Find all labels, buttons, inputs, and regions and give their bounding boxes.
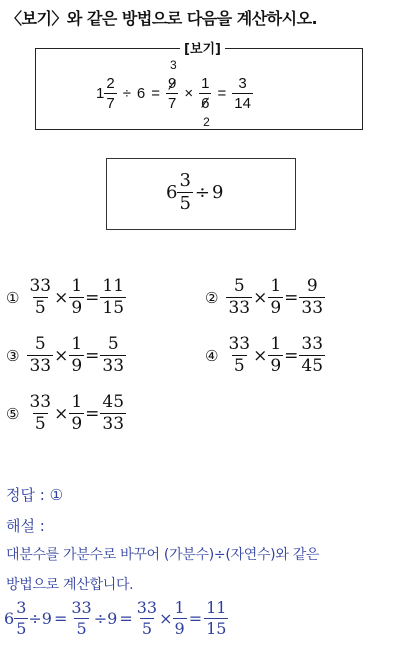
equals-sign: = [284, 345, 299, 366]
divide-sign: ÷ [93, 609, 108, 628]
question-text: 〈보기〉와 같은 방법으로 다음을 계산하시오. [6, 9, 318, 28]
choice-2[interactable]: ② $\frac{5}{33}$ × $\frac{1}{9}$ = $\frac{9}{33}$ [205, 276, 324, 318]
times-sign: × [54, 345, 69, 366]
problem-divisor: 9 [212, 182, 224, 203]
improper-fraction: 3 9 7 [168, 57, 177, 112]
choice-marker: ① [6, 288, 20, 307]
equals-sign: = [284, 287, 299, 308]
equals-sign: = [188, 609, 203, 628]
choice-marker: ③ [6, 346, 20, 365]
choice-4[interactable]: ④ $\frac{33}{5}$ × $\frac{1}{9}$ = $\frac{33}{45}$ [205, 334, 324, 376]
problem-fraction: $\frac{3}{5}$ [179, 170, 191, 214]
equals-sign: = [85, 287, 100, 308]
equals-sign: = [119, 609, 133, 628]
answer-value: ① [49, 486, 64, 504]
choice-1[interactable]: ① $\frac{33}{5}$ × $\frac{1}{9}$ = $\frac{11}{15}$ [6, 276, 125, 318]
equals-sign: = [85, 403, 100, 424]
times-sign: × [159, 609, 173, 628]
choice-marker: ④ [205, 346, 219, 365]
equals-sign: = [85, 345, 100, 366]
divide-sign: ÷ [122, 84, 131, 102]
divide-sign: ÷ [194, 182, 210, 203]
mixed-whole: 1 [96, 84, 105, 102]
times-sign: × [184, 84, 194, 102]
solution-calculation: 6 $\frac{3}{5}$ ÷ 9 = $\frac{33}{5}$ ÷ 9 = $\frac{33}{5}$ × $\frac{1}{9}$ = $\frac{11}{15}$ [4, 598, 227, 638]
reciprocal-fraction: 1 6 2 [201, 74, 210, 129]
divisor: 6 [136, 84, 146, 102]
mixed-fraction: $\frac{2}{7}$ [106, 74, 115, 112]
choice-marker: ⑤ [6, 404, 20, 423]
times-sign: × [54, 403, 69, 424]
reduced-denominator: 2 [203, 114, 210, 129]
example-title: [보기] [180, 38, 225, 57]
times-sign: × [253, 345, 268, 366]
reduced-numerator: 3 [170, 57, 177, 72]
equals-sign: = [151, 84, 161, 102]
solution-label: 해설 : [6, 517, 45, 535]
problem-expression [166, 172, 223, 213]
choice-3[interactable]: ③ $\frac{5}{33}$ × $\frac{1}{9}$ = $\frac{5}{33}$ [6, 334, 125, 376]
choice-5[interactable]: ⑤ $\frac{33}{5}$ × $\frac{1}{9}$ = $\frac{45}{33}$ [6, 392, 125, 434]
choice-marker: ② [205, 288, 219, 307]
times-sign: × [253, 287, 268, 308]
cancelled-denominator: 6 [201, 94, 210, 112]
solution-text-line2: 방법으로 계산합니다. [6, 577, 134, 593]
equals-sign: = [53, 609, 68, 628]
result-fraction: $\frac{3}{14}$ [234, 74, 251, 112]
problem-whole: 6 [166, 182, 178, 203]
solution-text-line1: 대분수를 가분수로 바꾸어 (가분수)÷(자연수)와 같은 [6, 547, 320, 563]
example-equation [96, 57, 253, 129]
times-sign: × [54, 287, 69, 308]
equals-sign: = [217, 84, 227, 102]
answer-label: 정답 : [6, 486, 50, 504]
cancelled-numerator: 9 [168, 74, 177, 92]
answer-line [6, 484, 63, 505]
divide-sign: ÷ [28, 609, 42, 628]
